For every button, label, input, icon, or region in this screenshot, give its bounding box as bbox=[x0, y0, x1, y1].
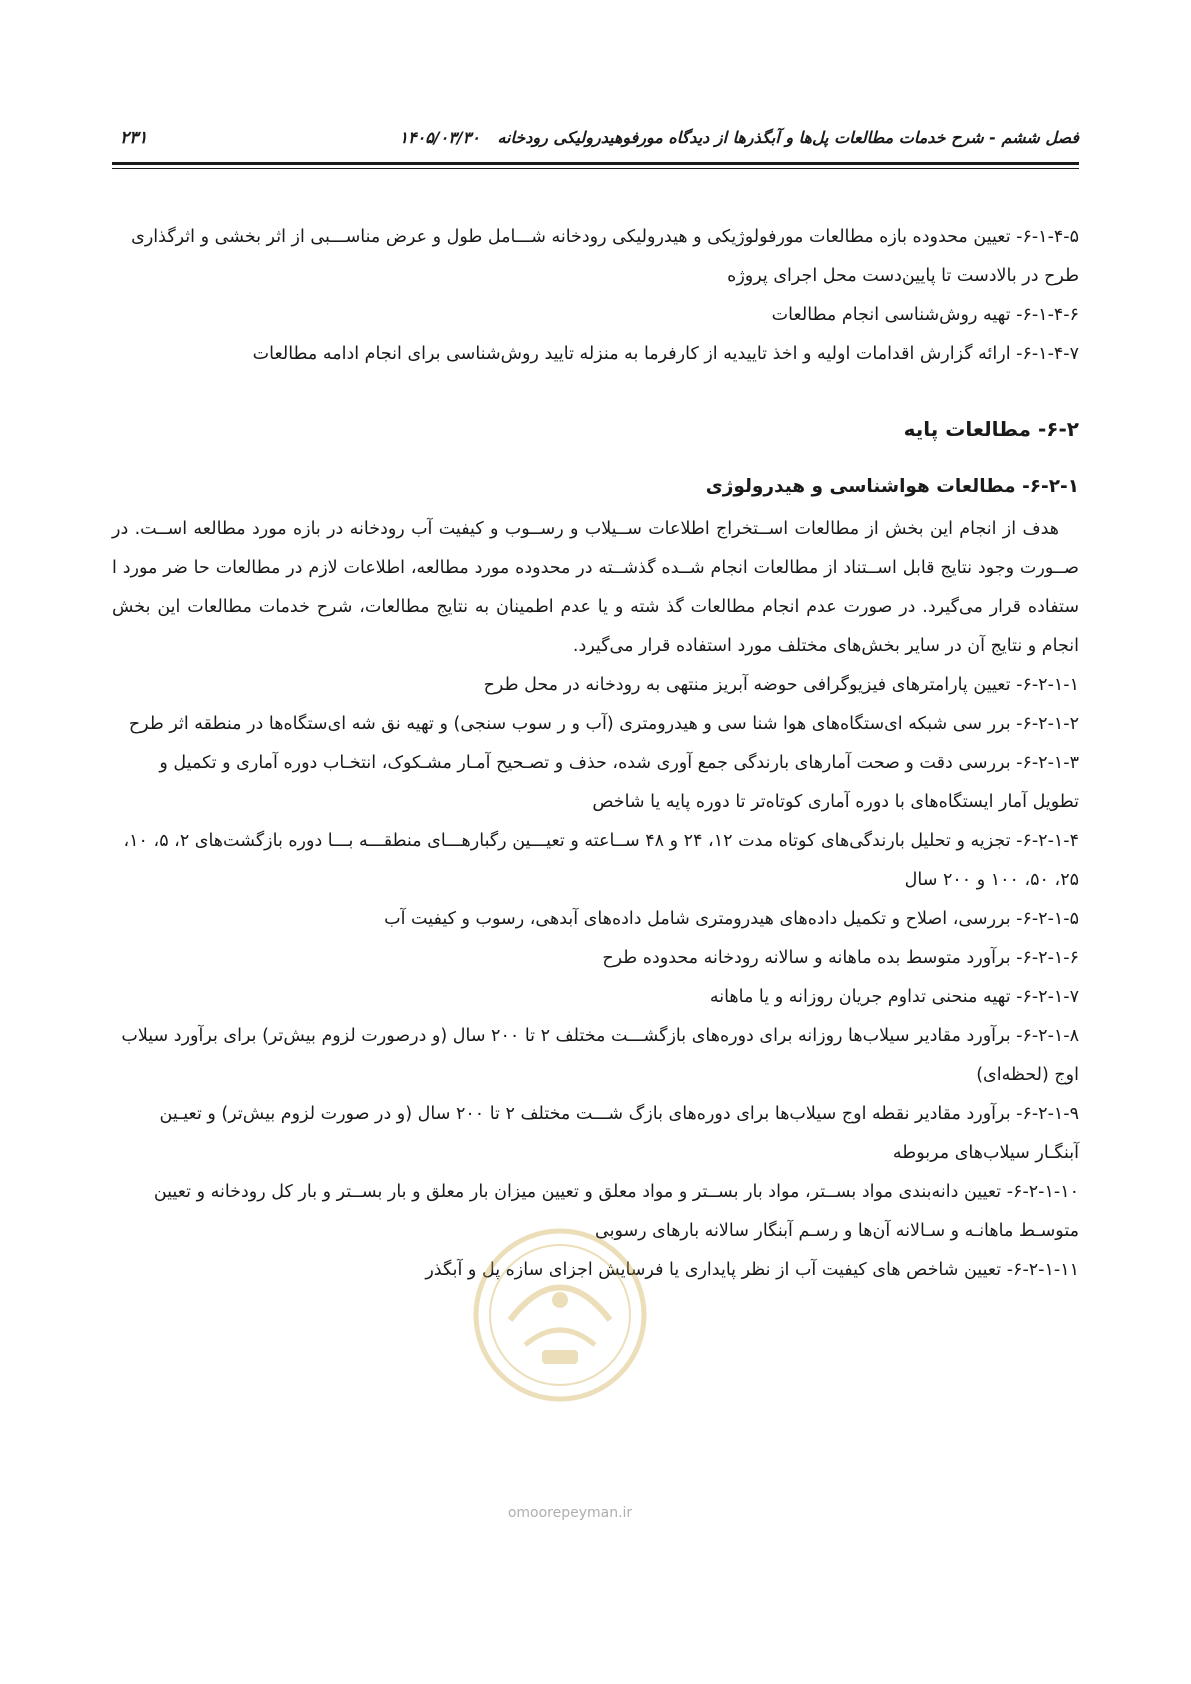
header-rule bbox=[112, 162, 1079, 165]
page-header bbox=[112, 128, 1079, 158]
page-number: ۲۳۱ bbox=[120, 128, 148, 148]
list-item: ۶-۲-۱-۵- بررسی، اصلاح و تکمیل داده‌های هیدرومتری شامل داده‌های آبدهی، رسوب و کیفیت آب bbox=[384, 909, 1079, 929]
intro-paragraph: هدف از انجام این بخش از مطالعات اســتخراج اطلاعات ســیلاب و رســوب و کیفیت آب رودخانه در بازه مورد مطالعه اســت. در صــورت وجود نتایج قابل اســتناد از مطالعات انجام شــده گذشــته در محدوده مورد مطالعه، اطلاعات لازم در مطالعات حا ضر مورد ا ستفاده قرار می‌گیرد. در صورت عدم انجام مطالعات گذ شته و یا عدم اطمینان به نتایج مطالعات، شرح خدمات مطالعات این بخش انجام و نتایج آن در سایر بخش‌های مختلف مورد استفاده قرار می‌گیرد. bbox=[112, 519, 1079, 656]
list-item: ۶-۲-۱-۹- برآورد مقادیر نقطه اوج سیلاب‌ها برای دوره‌های بازگ شـــت مختلف ۲ تا ۲۰۰ سال (و در صورت لزوم بیش‌تر) و تعیـین آبنگـار سیلاب‌های مربوطه bbox=[159, 1104, 1079, 1163]
list-item: ۶-۱-۴-۶- تهیه روش‌شناسی انجام مطالعات bbox=[771, 305, 1079, 325]
header-title bbox=[399, 128, 1079, 147]
list-item: ۶-۱-۴-۵- تعیین محدوده بازه مطالعات مورفولوژیکی و هیدرولیکی رودخانه شـــامل طول و عرض مناســـبی از اثر بخشی و اثرگذاری طرح در بالادست تا پایین‌دست محل اجرای پروژه bbox=[131, 227, 1079, 286]
page-content bbox=[112, 218, 1079, 1290]
watermark-url: omoorepeyman.ir bbox=[507, 1505, 633, 1521]
section-heading: ۶-۲- مطالعات پایه bbox=[903, 417, 1079, 441]
list-item: ۶-۲-۱-۱۱- تعیین شاخص های کیفیت آب از نظر پایداری یا فرسایش اجزای سازه پل و آبگذر bbox=[425, 1260, 1079, 1280]
list-item: ۶-۱-۴-۷- ارائه گزارش اقدامات اولیه و اخذ تاییدیه از کارفرما به منزله تایید روش‌شناسی برای انجام ادامه مطالعات bbox=[252, 344, 1079, 364]
subsection-heading: ۶-۲-۱- مطالعات هواشناسی و هیدرولوژی bbox=[705, 476, 1079, 497]
list-item: ۶-۲-۱-۴- تجزیه و تحلیل بارندگی‌های کوتاه مدت ۱۲، ۲۴ و ۴۸ ســاعته و تعیـــین رگبارهـــای منطقـــه بـــا دوره بازگشت‌های ۲، ۵، ۱۰، ۲۵، ۵۰، ۱۰۰ و ۲۰۰ سال bbox=[123, 831, 1079, 890]
header-date: ۱۴۰۵/۰۳/۳۰ bbox=[399, 128, 480, 147]
list-item: ۶-۲-۱-۲- برر سی شبکه ای‌ستگاه‌های هوا شنا سی و هیدرومتری (آب و ر سوب سنجی) و تهیه نق شه ای‌ستگاه‌ها در منطقه اثر طرح bbox=[128, 714, 1079, 734]
chapter-title: فصل ششم - شرح خدمات مطالعات پل‌ها و آبگذرها از دیدگاه مورفوهیدرولیکی رودخانه bbox=[497, 128, 1079, 147]
list-item: ۶-۲-۱-۳- بررسی دقت و صحت آمارهای بارندگی جمع آوری شده، حذف و تصـحیح آمـار مشـکوک، انتخـاب دوره آماری و تکمیل و تطویل آمار ایستگاه‌های با دوره آماری کوتاه‌تر تا دوره پایه یا شاخص bbox=[159, 753, 1079, 812]
list-item: ۶-۲-۱-۱۰- تعیین دانه‌بندی مواد بســتر، مواد بار بســتر و مواد معلق و تعیین میزان بار معلق و بار بســتر و بار کل رودخانه و تعیین متوسـط ماهانـه و سـالانه آن‌ها و رسـم آبنگار سالانه بارهای رسوبی bbox=[153, 1182, 1079, 1241]
list-item: ۶-۲-۱-۸- برآورد مقادیر سیلاب‌ها روزانه برای دوره‌های بازگشـــت مختلف ۲ تا ۲۰۰ سال (و درصورت لزوم بیش‌تر) برای برآورد سیلاب اوج (لحظه‌ای) bbox=[121, 1026, 1079, 1085]
list-item: ۶-۲-۱-۷- تهیه منحنی تداوم جریان روزانه و یا ماهانه bbox=[709, 987, 1079, 1007]
list-item: ۶-۲-۱-۶- برآورد متوسط بده ماهانه و سالانه رودخانه محدوده طرح bbox=[602, 948, 1079, 968]
header-rule-thin bbox=[112, 168, 1079, 169]
list-item: ۶-۲-۱-۱- تعیین پارامترهای فیزیوگرافی حوضه آبریز منتهی به رودخانه در محل طرح bbox=[483, 675, 1079, 695]
